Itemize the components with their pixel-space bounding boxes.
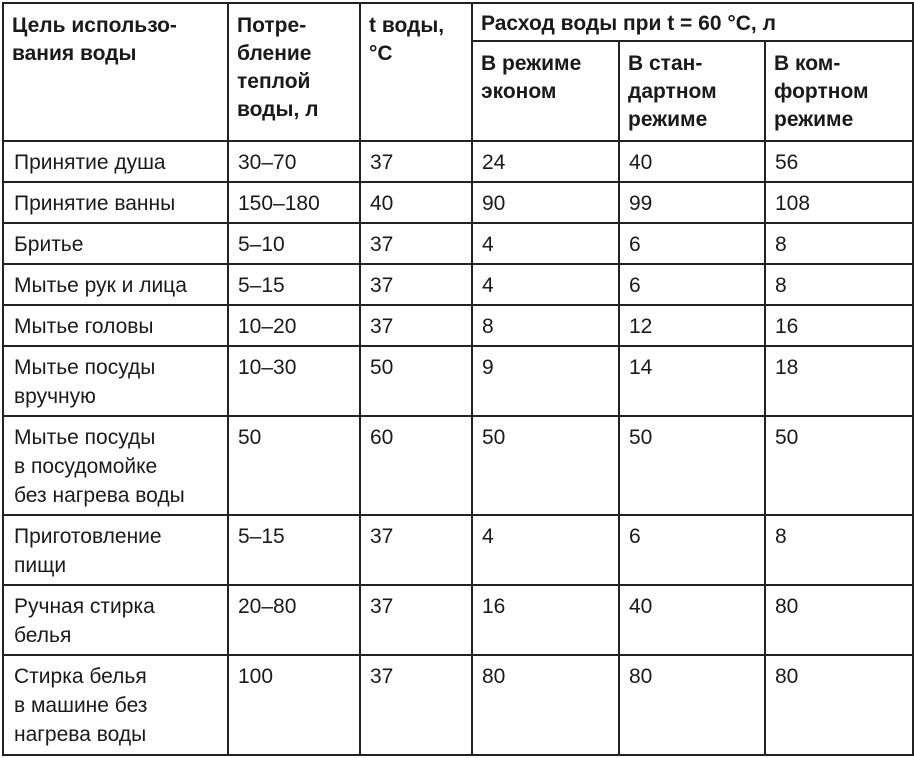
- cell-comfort: 8: [765, 264, 913, 305]
- cell-standard: 14: [619, 346, 765, 416]
- cell-economy: 24: [472, 141, 619, 182]
- cell-economy: 9: [472, 346, 619, 416]
- cell-consumption: 10–20: [228, 305, 360, 346]
- cell-standard: 6: [619, 223, 765, 264]
- cell-temperature: 37: [360, 585, 472, 655]
- water-consumption-table: [2, 2, 914, 756]
- cell-comfort: 18: [765, 346, 913, 416]
- cell-consumption: 5–15: [228, 515, 360, 585]
- cell-purpose: Мытье рук и лица: [3, 264, 228, 305]
- cell-comfort: 80: [765, 585, 913, 655]
- header-purpose: Цель использо- вания воды: [3, 3, 228, 141]
- cell-standard: 12: [619, 305, 765, 346]
- table-row: [3, 141, 913, 182]
- table-row: [3, 264, 913, 305]
- cell-temperature: 40: [360, 182, 472, 223]
- header-temperature: t воды, °C: [360, 3, 472, 141]
- table-row: [3, 305, 913, 346]
- table-row: [3, 655, 913, 755]
- cell-economy: 90: [472, 182, 619, 223]
- cell-consumption: 30–70: [228, 141, 360, 182]
- header-mode-comfort: В ком- фортном режиме: [765, 41, 913, 141]
- cell-temperature: 37: [360, 264, 472, 305]
- cell-economy: 4: [472, 515, 619, 585]
- table-row: [3, 585, 913, 655]
- cell-consumption: 5–15: [228, 264, 360, 305]
- cell-comfort: 50: [765, 416, 913, 514]
- cell-consumption: 100: [228, 655, 360, 755]
- cell-economy: 50: [472, 416, 619, 514]
- cell-purpose: Мытье посуды в посудомойке без нагрева воды: [3, 416, 228, 514]
- cell-comfort: 80: [765, 655, 913, 755]
- cell-consumption: 50: [228, 416, 360, 514]
- cell-temperature: 37: [360, 655, 472, 755]
- cell-standard: 40: [619, 141, 765, 182]
- cell-economy: 4: [472, 264, 619, 305]
- cell-comfort: 56: [765, 141, 913, 182]
- cell-purpose: Мытье головы: [3, 305, 228, 346]
- cell-economy: 4: [472, 223, 619, 264]
- cell-temperature: 50: [360, 346, 472, 416]
- cell-consumption: 10–30: [228, 346, 360, 416]
- cell-standard: 6: [619, 264, 765, 305]
- table-row: [3, 223, 913, 264]
- cell-standard: 6: [619, 515, 765, 585]
- cell-purpose: Ручная стирка белья: [3, 585, 228, 655]
- table-row: [3, 515, 913, 585]
- cell-economy: 16: [472, 585, 619, 655]
- cell-consumption: 150–180: [228, 182, 360, 223]
- cell-purpose: Приготовление пищи: [3, 515, 228, 585]
- cell-comfort: 108: [765, 182, 913, 223]
- table-row: [3, 346, 913, 416]
- cell-standard: 50: [619, 416, 765, 514]
- cell-purpose: Стирка белья в машине без нагрева воды: [3, 655, 228, 755]
- table-row: [3, 416, 913, 514]
- header-expense-group: Расход воды при t = 60 °C, л: [472, 3, 913, 41]
- header-consumption: Потре- бление теплой воды, л: [228, 3, 360, 141]
- cell-temperature: 37: [360, 141, 472, 182]
- table-row: [3, 182, 913, 223]
- cell-comfort: 16: [765, 305, 913, 346]
- cell-economy: 80: [472, 655, 619, 755]
- cell-consumption: 20–80: [228, 585, 360, 655]
- cell-standard: 99: [619, 182, 765, 223]
- cell-comfort: 8: [765, 223, 913, 264]
- cell-comfort: 8: [765, 515, 913, 585]
- cell-standard: 40: [619, 585, 765, 655]
- cell-temperature: 37: [360, 515, 472, 585]
- header-mode-economy: В режиме эконом: [472, 41, 619, 141]
- cell-purpose: Принятие ванны: [3, 182, 228, 223]
- header-mode-standard: В стан- дартном режиме: [619, 41, 765, 141]
- cell-standard: 80: [619, 655, 765, 755]
- cell-temperature: 37: [360, 223, 472, 264]
- cell-economy: 8: [472, 305, 619, 346]
- cell-purpose: Мытье посуды вручную: [3, 346, 228, 416]
- cell-purpose: Принятие душа: [3, 141, 228, 182]
- cell-temperature: 60: [360, 416, 472, 514]
- cell-temperature: 37: [360, 305, 472, 346]
- cell-consumption: 5–10: [228, 223, 360, 264]
- cell-purpose: Бритье: [3, 223, 228, 264]
